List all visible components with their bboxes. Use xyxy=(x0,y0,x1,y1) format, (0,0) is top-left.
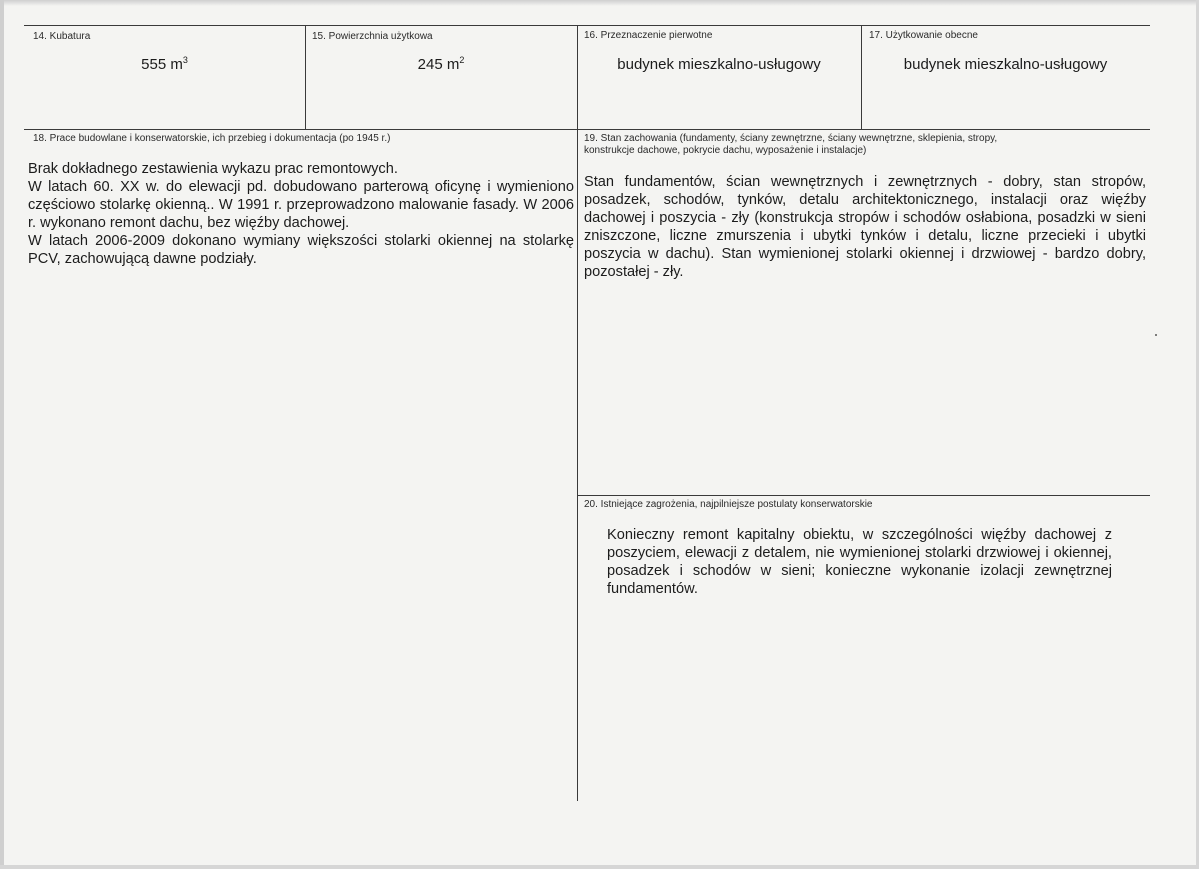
scan-speck xyxy=(1155,334,1157,336)
field-19-label-cont: konstrukcje dachowe, pokrycie dachu, wyposażenie i instalacje) xyxy=(584,145,867,156)
field-18-text xyxy=(28,160,574,268)
field-17-label: 17. Użytkowanie obecne xyxy=(869,30,978,41)
field-14-unit-exponent: 3 xyxy=(182,55,188,65)
page-edge xyxy=(0,0,4,869)
field-18-line: W latach 2006-2009 dokonano wymiany większości stolarki okiennej na stolarkę PCV, zachowującą dawne podziały. xyxy=(28,233,574,267)
field-15-number: 245 m xyxy=(417,56,460,73)
field-20-paragraph: Konieczny remont kapitalny obiektu, w szczególności więźby dachowej z poszyciem, elewacji z detalem, nie wymienionej stolarki drzwiowej i okiennej, posadzek i schodów w sieni; konieczne wykonanie izolacji zewnętrznej fundamentów. xyxy=(607,527,1112,597)
field-15-unit-exponent: 2 xyxy=(459,55,465,65)
field-15-label: 15. Powierzchnia użytkowa xyxy=(312,31,433,42)
field-19-label: 19. Stan zachowania (fundamenty, ściany zewnętrzne, ściany wewnętrzne, sklepienia, stropy, xyxy=(584,133,998,144)
page-edge xyxy=(0,865,1199,869)
rule-top xyxy=(24,25,1150,26)
field-15-value xyxy=(305,56,577,74)
field-20-label: 20. Istniejące zagrożenia, najpilniejsze postulaty konserwatorskie xyxy=(584,499,873,510)
field-17-value: budynek mieszkalno-usługowy xyxy=(903,56,1108,73)
field-18-line: W latach 60. XX w. do elewacji pd. dobudowano parterową oficynę i wymieniono częściowo stolarkę okienną.. W 1991 r. przeprowadzono malowanie fasady. W 2006 r. wykonano remont dachu, bez więźby dachowej. xyxy=(28,179,574,231)
field-19-paragraph: Stan fundamentów, ścian wewnętrznych i zewnętrznych - dobry, stan stropów, posadzek, schodów, tynków, detalu architektonicznego, instalacji oraz więźby dachowej i poszycia - zły (konstrukcja stropów i schodów osłabiona, posadzki w sieni zniszczone, liczne zmurszenia i ubytki tynków i detalu, liczne przecieki i ubytki poszycia w dachu). Stan wymienionej stolarki okiennej i drzwiowej - bardzo dobry, pozostałej - zły. xyxy=(584,174,1146,280)
field-20-text xyxy=(607,526,1112,598)
field-14-label: 14. Kubatura xyxy=(33,31,91,42)
field-18-label: 18. Prace budowlane i konserwatorskie, ich przebieg i dokumentacja (po 1945 r.) xyxy=(33,133,391,144)
rule-section20 xyxy=(577,495,1150,496)
field-19-text xyxy=(584,173,1146,281)
divider-col2 xyxy=(577,25,578,801)
divider-col1 xyxy=(305,25,306,129)
page-edge xyxy=(0,0,1199,6)
divider-col3 xyxy=(861,25,862,129)
rule-row1 xyxy=(24,129,1150,130)
field-16-value: budynek mieszkalno-usługowy xyxy=(617,56,821,73)
field-14-value xyxy=(24,56,305,74)
field-16-label: 16. Przeznaczenie pierwotne xyxy=(584,30,713,41)
field-18-line: Brak dokładnego zestawienia wykazu prac remontowych. xyxy=(28,161,398,177)
field-14-number: 555 m xyxy=(141,56,183,73)
